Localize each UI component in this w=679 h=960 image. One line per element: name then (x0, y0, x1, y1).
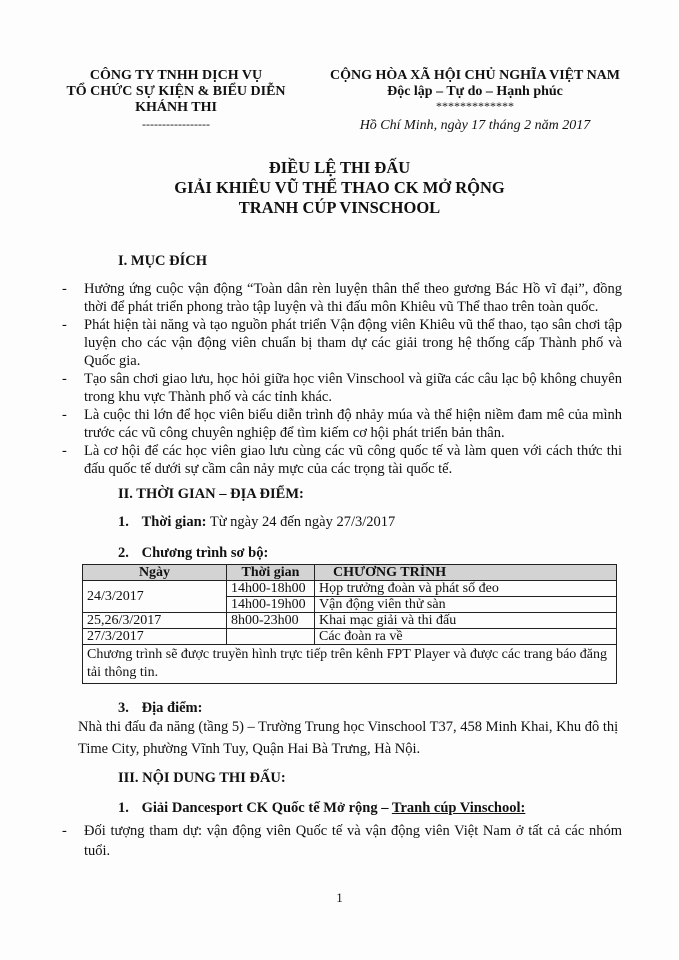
section-3-bullets (62, 821, 622, 861)
schedule-table (82, 564, 617, 684)
cell-time (227, 629, 315, 645)
document-title (0, 158, 679, 218)
page-number: 1 (336, 890, 343, 905)
program-label: Chương trình sơ bộ: (141, 545, 269, 561)
table-note-row (83, 645, 617, 684)
section-3-heading: III. NỘI DUNG THI ĐẤU: (118, 770, 286, 786)
list-item: - Là cơ hội để các học viên giao lưu cùng các vũ công quốc tế và làm quen với cách thức thi đấu quốc tế dưới sự cầm cân nảy mực của các trọng tài quốc tế. (62, 443, 622, 477)
republic-name: CỘNG HÒA XÃ HỘI CHỦ NGHĨA VIỆT NAM (329, 68, 620, 83)
program-line: 2. Chương trình sơ bộ: (118, 545, 269, 561)
company-line-2: TỔ CHỨC SỰ KIỆN & BIỂU DIỄN (66, 84, 286, 99)
cell-date: 24/3/2017 (83, 581, 227, 613)
table-row (83, 581, 617, 597)
title-line-1: ĐIỀU LỆ THI ĐẤU (268, 158, 411, 177)
venue-address: Nhà thi đấu đa năng (tầng 5) – Trường Trung học Vinschool T37, 458 Minh Khai, Khu đô thị Time City, phường Vĩnh Tuy, Quận Hai Bà Trưng, Hà Nội. (78, 719, 619, 757)
venue-label: Địa điểm: (141, 700, 203, 716)
title-line-2: GIẢI KHIÊU VŨ THỂ THAO CK MỞ RỘNG (174, 178, 505, 197)
list-item: - Đối tượng tham dự: vận động viên Quốc tế và vận động viên Việt Nam ở tất cả các nhóm tuổi. (62, 823, 622, 859)
company-line-1: CÔNG TY TNHH DỊCH VỤ (89, 68, 263, 83)
cell-program: Các đoàn ra về (315, 629, 617, 645)
cell-date: 27/3/2017 (83, 629, 227, 645)
company-line-3: KHÁNH THI (135, 100, 217, 115)
table-note: Chương trình sẽ được truyền hình trực tiếp trên kênh FPT Player và được các trang báo đăng tải thông tin. (83, 645, 617, 684)
dateline: Hồ Chí Minh, ngày 17 tháng 2 năm 2017 (359, 118, 591, 133)
cell-program: Vận động viên thử sàn (315, 597, 617, 613)
company-dash: ----------------- (142, 117, 210, 131)
stars-divider: ************* (436, 99, 514, 113)
national-motto: Độc lập – Tự do – Hạnh phúc (387, 84, 563, 99)
time-label: Thời gian: (141, 514, 207, 530)
cell-time: 8h00-23h00 (227, 613, 315, 629)
col-header-time: Thời gian (227, 565, 315, 581)
list-item: - Hưởng ứng cuộc vận động “Toàn dân rèn luyện thân thể theo gương Bác Hồ vĩ đại”, đồng thời để phát triển phong trào tập luyện và thi đấu môn Khiêu vũ Thể thao trên toàn quốc. (62, 281, 622, 315)
section-1-heading: I. MỤC ĐÍCH (118, 253, 208, 269)
national-header (305, 68, 645, 134)
section-3-item: 1. Giải Dancesport CK Quốc tế Mở rộng – Tranh cúp Vinschool: (118, 800, 526, 816)
col-header-program: CHƯƠNG TRÌNH (315, 565, 617, 581)
table-row (83, 629, 617, 645)
time-line: 1. Thời gian: Từ ngày 24 đến ngày 27/3/2017 (118, 514, 396, 530)
cell-program: Họp trưởng đoàn và phát số đeo (315, 581, 617, 597)
col-header-date: Ngày (83, 565, 227, 581)
table-header-row (83, 565, 617, 581)
list-item: - Tạo sân chơi giao lưu, học hỏi giữa học viên Vinschool và giữa các câu lạc bộ không chuyên trong khu vực Thành phố và các tỉnh khác. (62, 371, 622, 405)
venue-line: 3. Địa điểm: (118, 700, 203, 716)
section-1-bullets (62, 280, 622, 478)
title-line-3: TRANH CÚP VINSCHOOL (238, 198, 441, 217)
cell-program: Khai mạc giải và thi đấu (315, 613, 617, 629)
list-item: - Phát hiện tài năng và tạo nguồn phát triển Vận động viên Khiêu vũ thể thao, tạo sân chơi tập luyện cho các vận động viên chuẩn bị tham dự các giải trong hệ thống cấp Thành phố và Quốc gia. (62, 317, 622, 369)
cell-date: 25,26/3/2017 (83, 613, 227, 629)
time-value: Từ ngày 24 đến ngày 27/3/2017 (209, 514, 396, 530)
table-row (83, 613, 617, 629)
cell-time: 14h00-18h00 (227, 581, 315, 597)
cell-time: 14h00-19h00 (227, 597, 315, 613)
section-2-heading: II. THỜI GIAN – ĐỊA ĐIỂM: (118, 486, 304, 502)
list-item: - Là cuộc thi lớn để học viên biểu diễn trình độ nhảy múa và thể hiện niềm đam mê của mình trước các vũ công chuyên nghiệp để tìm kiếm cơ hội phát triển bản thân. (62, 407, 622, 441)
company-header (60, 68, 292, 132)
